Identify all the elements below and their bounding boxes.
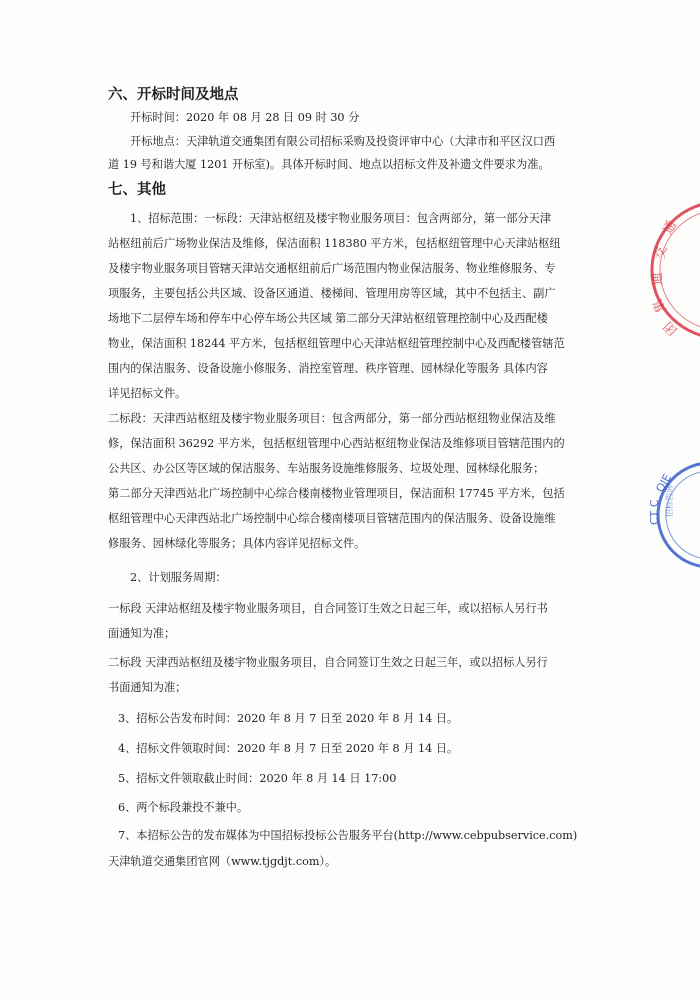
svg-text:通: 通 [649, 271, 666, 286]
service-period-line: 书面通知为准； [108, 681, 187, 694]
scope-line: 项服务，主要包括公共区域、设备区通道、楼梯间、管理用房等区域，其中不包括主、副广 [108, 287, 556, 300]
opening-time-line: 开标时间：2020 年 08 月 28 日 09 时 30 分 [130, 111, 360, 124]
deadline-line: 5、招标文件领取截止时间：2020 年 8 月 14 日 17:00 [118, 772, 397, 785]
svg-text:通: 通 [660, 218, 680, 237]
scope-line: 修，保洁面积 36292 平方米，包括枢纽管理中心西站枢纽物业保洁及维修项目管辖范围内的 [108, 437, 565, 450]
scope-line: 场地下二层停车场和停车中心停车场公共区域 第二部分天津站枢纽管理控制中心及西配楼 [108, 312, 548, 325]
scope-line: 公共区、办公区等区域的保洁服务、车站服务设施维修服务、垃圾处理、园林绿化服务； [108, 462, 545, 475]
scope-line: 第二部分天津西站北广场控制中心综合楼南楼物业管理项目，保洁面积 17745 平方米，包括 [108, 487, 565, 500]
media-line: 7、本招标公告的发布媒体为中国招标投标公告服务平台(http://www.cebpubservice.com) [118, 829, 578, 842]
svg-text:集: 集 [650, 296, 670, 315]
opening-location-line: 开标地点：天津轨道交通集团有限公司招标采购及投资评审中心（大津市和平区汉口西 [130, 135, 556, 148]
svg-text:招标咨询: 招标咨询 [665, 485, 674, 517]
scope-line: 站枢纽前后广场物业保洁及维修，保洁面积 118380 平方米，包括枢纽管理中心天津站枢纽 [108, 237, 561, 250]
svg-text:OJE: OJE [653, 471, 675, 495]
service-period-heading: 2、计划服务周期： [130, 571, 227, 584]
scope-line: 1、招标范围：一标段：天津站枢纽及楼宇物业服务项目：包含两部分，第一部分天津 [130, 212, 552, 225]
svg-text:交: 交 [653, 245, 671, 261]
scope-line: 修服务、园林绿化等服务；具体内容详见招标文件。 [108, 537, 366, 550]
red-seal-stamp [640, 190, 700, 350]
service-period-line: 面通知为准； [108, 627, 176, 640]
svg-text:团: 团 [661, 317, 681, 338]
scope-line: 枢纽管理中心天津西站北广场控制中心综合楼南楼项目管辖范围内的保洁服务、设备设施维 [108, 512, 556, 525]
service-period-line: 一标段 天津站枢纽及楼宇物业服务项目，自合同签订生效之日起三年，或以招标人另行书 [108, 602, 548, 615]
scope-line: 详见招标文件。 [108, 387, 187, 400]
scope-line: 二标段：天津西站枢纽及楼宇物业服务项目：包含两部分，第一部分西站枢纽物业保洁及维 [108, 412, 556, 425]
publish-time-line: 3、招标公告发布时间：2020 年 8 月 7 日至 2020 年 8 月 14 日。 [118, 712, 459, 725]
service-period-line: 二标段 天津西站枢纽及楼宇物业服务项目，自合同签订生效之日起三年，或以招标人另行 [108, 656, 548, 669]
media-line-cont: 天津轨道交通集团官网（www.tjgdjt.com）。 [108, 855, 337, 868]
scope-line: 物业，保洁面积 18244 平方米，包括枢纽管理中心天津站枢纽管理控制中心及西配楼管辖范 [108, 337, 565, 350]
svg-text:CT C: CT C [648, 499, 661, 525]
blue-seal-stamp [648, 455, 700, 575]
collect-time-line: 4、招标文件领取时间：2020 年 8 月 7 日至 2020 年 8 月 14 日。 [118, 742, 459, 755]
no-dual-award-line: 6、两个标段兼投不兼中。 [118, 801, 249, 814]
scope-line: 及楼宇物业服务项目管辖天津站交通枢纽前后广场范围内物业保洁服务、物业维修服务、专 [108, 262, 556, 275]
opening-location-line-cont: 道 19 号和谐大厦 1201 开标室)。具体开标时间、地点以招标文件及补遗文件要求为准。 [108, 158, 550, 171]
section-6-heading: 六、开标时间及地点 [108, 87, 239, 103]
scope-line: 围内的保洁服务、设备设施小修服务、消控室管理、秩序管理、园林绿化等服务 具体内容 [108, 362, 548, 375]
section-7-heading: 七、其他 [108, 182, 166, 198]
